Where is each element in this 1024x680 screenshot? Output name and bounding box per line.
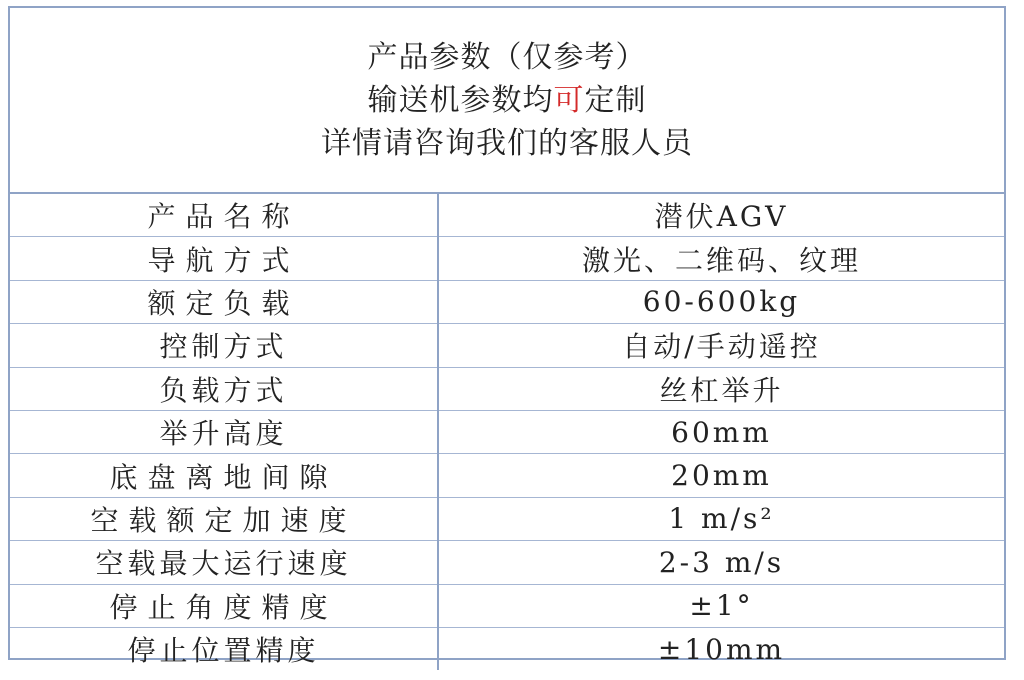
header-customizable-note [368,79,647,122]
row-value: ±1° [438,584,1004,627]
row-label: 额定负载 [10,280,438,323]
spec-sheet [8,6,1006,668]
header-contact-note: 详情请咨询我们的客服人员 [321,125,693,161]
table-row [10,410,1004,453]
spec-table [10,194,1004,670]
row-value: 1 m/s² [438,497,1004,540]
table-row [10,541,1004,584]
row-value: 激光、二维码、纹理 [438,237,1004,280]
row-value: 20mm [438,454,1004,497]
row-value: ±10mm [657,632,786,666]
row-label: 产品名称 [10,194,438,237]
row-value: 60-600kg [438,280,1004,323]
table-row [10,497,1004,540]
row-label: 空载额定加速度 [10,497,438,540]
table-row [10,627,1004,670]
row-label: 控制方式 [10,324,438,367]
header-note-highlight: 可 [553,82,585,118]
header-title: 产品参数（仅参考） [367,39,647,75]
table-row [10,367,1004,410]
row-label: 停止位置精度 [10,627,438,670]
table-row [10,237,1004,280]
spec-header [10,8,1004,194]
table-row [10,324,1004,367]
row-label: 停止角度精度 [10,584,438,627]
table-row [10,194,1004,237]
row-value: 丝杠举升 [438,367,1004,410]
row-value: 自动/手动遥控 [438,324,1004,367]
row-value: 潜伏AGV [438,194,1004,237]
row-label: 导航方式 [10,237,438,280]
row-value: 2-3 m/s [438,541,1004,584]
table-row [10,280,1004,323]
table-row [10,584,1004,627]
table-row [10,454,1004,497]
row-label: 底盘离地间隙 [10,454,438,497]
header-note-end: 定制 [584,82,647,118]
header-note-start: 输送机参数均 [367,82,554,118]
row-value: 60mm [438,410,1004,453]
row-label: 负载方式 [10,367,438,410]
row-label: 空载最大运行速度 [10,541,438,584]
row-label: 举升高度 [10,410,438,453]
